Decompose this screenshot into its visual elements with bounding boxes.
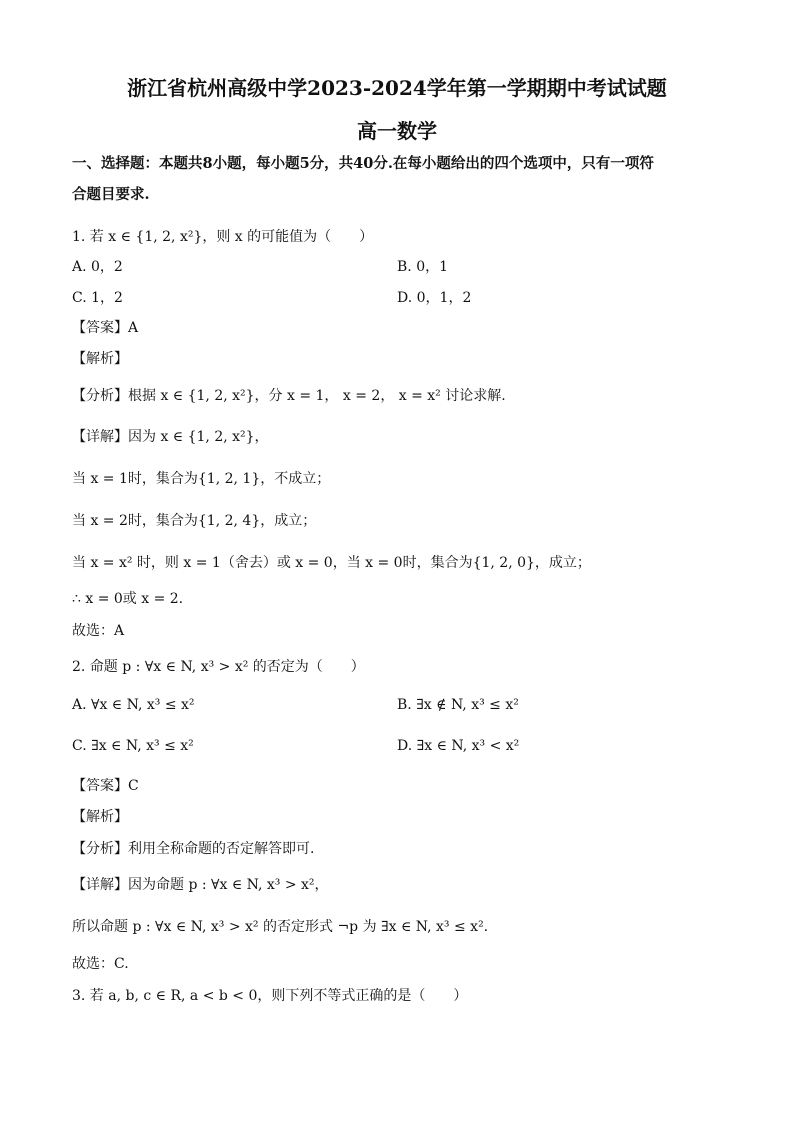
q2-so: 所以命题 p : ∀x ∈ N, x³ > x² 的否定形式 ¬p 为 ∃x ∈ N, x³ ≤ x². <box>72 919 489 935</box>
q1-analysis-label: 【解析】 <box>72 351 128 367</box>
document-subtitle: 高一数学 <box>357 119 437 143</box>
q1-answer: 【答案】A <box>72 320 139 336</box>
q1-fenxi: 【分析】根据 x ∈ {1, 2, x²}，分 x = 1， x = 2， x = x² 讨论求解. <box>72 388 506 404</box>
q1-case2: 当 x = 2时，集合为{1, 2, 4}，成立； <box>72 513 317 529</box>
q2-stem: 2. 命题 p : ∀x ∈ N, x³ > x² 的否定为（ ） <box>72 659 365 675</box>
q1-stem: 1. 若 x ∈ {1, 2, x²}，则 x 的可能值为（ ） <box>72 229 374 245</box>
q1-option-b: B. 0，1 <box>397 259 449 275</box>
q2-xiangjie: 【详解】因为命题 p : ∀x ∈ N, x³ > x²， <box>72 877 329 893</box>
q2-option-d: D. ∃x ∈ N, x³ < x² <box>397 738 520 754</box>
q2-option-c: C. ∃x ∈ N, x³ ≤ x² <box>72 738 194 754</box>
q2-fenxi: 【分析】利用全称命题的否定解答即可. <box>72 841 315 857</box>
document-title: 浙江省杭州高级中学2023-2024学年第一学期期中考试试题 <box>127 76 667 100</box>
q1-choice: 故选：A <box>72 623 125 639</box>
q2-answer: 【答案】C <box>72 778 139 794</box>
q2-choice: 故选：C. <box>72 956 129 972</box>
section-heading-line2: 合题目要求. <box>72 186 150 203</box>
q1-case1: 当 x = 1时，集合为{1, 2, 1}，不成立； <box>72 471 331 487</box>
section-heading-line1: 一、选择题：本题共8小题，每小题5分，共40分.在每小题给出的四个选项中，只有一项符 <box>72 155 654 172</box>
q1-conclusion: ∴ x = 0或 x = 2. <box>72 591 184 607</box>
q2-option-a: A. ∀x ∈ N, x³ ≤ x² <box>72 697 195 713</box>
q2-analysis-label: 【解析】 <box>72 809 128 825</box>
q1-xiangjie: 【详解】因为 x ∈ {1, 2, x²}， <box>72 429 269 445</box>
q1-case3: 当 x = x² 时，则 x = 1（舍去）或 x = 0，当 x = 0时，集合为{1, 2, 0}，成立； <box>72 555 591 571</box>
q1-option-d: D. 0，1，2 <box>397 290 472 306</box>
q1-option-a: A. 0，2 <box>72 259 123 275</box>
q3-stem: 3. 若 a, b, c ∈ R, a < b < 0，则下列不等式正确的是（ ） <box>72 988 468 1004</box>
q2-option-b: B. ∃x ∉ N, x³ ≤ x² <box>397 697 519 713</box>
q1-option-c: C. 1，2 <box>72 290 123 306</box>
